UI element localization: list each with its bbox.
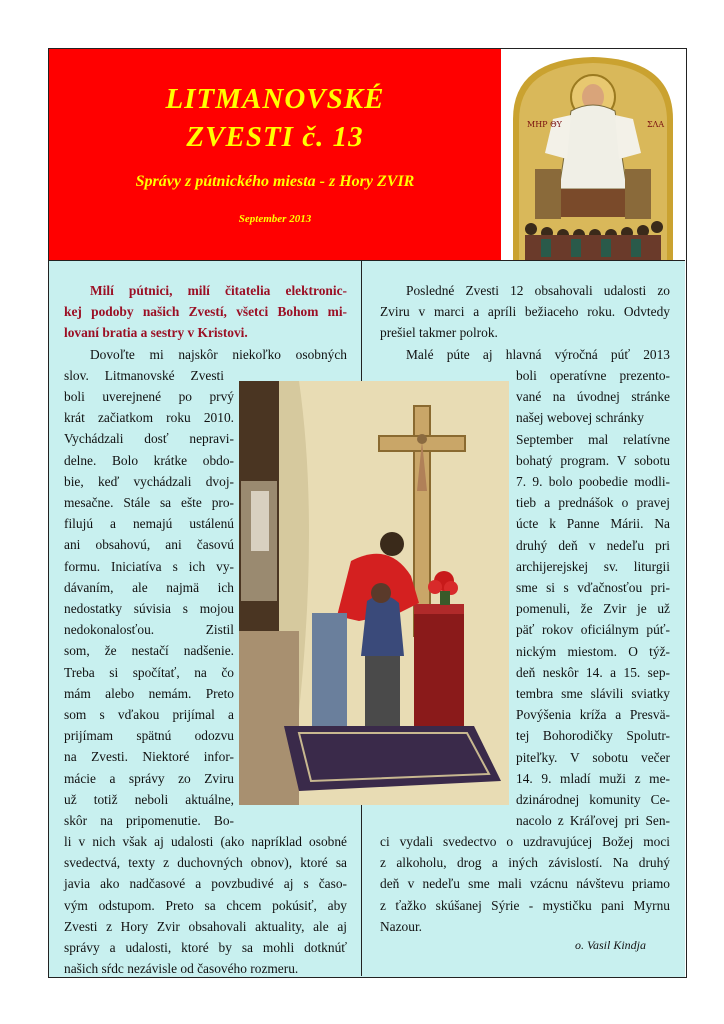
issue-date: September 2013 — [238, 213, 312, 225]
text-line: našej webovej schránky — [516, 410, 644, 426]
greeting-line: lovaní bratia a sestry v Kristovi. — [64, 325, 248, 341]
signature: o. Vasil Kindja — [575, 938, 647, 952]
text-line: Dovoľte mi najskôr niekoľko osobných — [90, 346, 347, 362]
text-line: Zvesti z Hory Zvir obsahovali aktuality, ale aj — [64, 918, 347, 934]
left-column-top — [64, 280, 347, 386]
text-line: Posledné Zvesti 12 obsahovali udalosti zo — [406, 283, 670, 298]
text-line: javia ako nadčasové a povzbudivé aj s časo- — [64, 876, 347, 892]
text-line: päť rokov oficiálnym púť- — [516, 622, 670, 638]
title-line-1: LITMANOVSKÉ — [165, 83, 385, 115]
right-column-bottom — [380, 831, 670, 937]
text-line: Vychádzali dosť nepravi- — [64, 431, 234, 447]
text-line: tembra sme slávili sviatky — [516, 686, 670, 702]
text-line: sme si s vďačnosťou pri- — [516, 580, 670, 596]
photo-crucifix-prayer — [239, 381, 509, 805]
text-line: našich sŕdc nezávisle od časového rozmeru. — [64, 961, 299, 977]
subtitle: Správy z pútnického miesta - z Hory ZVIR — [135, 173, 415, 190]
text-line: Treba si spočítať, na čo — [64, 664, 234, 680]
text-line: nedostatky súvisia s mojou — [64, 601, 234, 617]
right-column-narrow — [516, 365, 670, 831]
text-line: Nazour. — [380, 918, 423, 934]
text-line: deň v nedeľu sme mali vzácnu návštevu priamo — [380, 876, 670, 892]
text-line: prešiel takmer polrok. — [380, 325, 498, 341]
text-line: z alkoholu, drog a iných závislostí. Na druhý — [380, 855, 670, 871]
text-line: tieb a prednášok o pravej — [516, 495, 670, 511]
title-line-2: ZVESTI č. 13 — [186, 121, 364, 153]
text-line: boli uverejnené po prvý — [64, 389, 234, 404]
text-line: dávaním, ale najmä ich — [64, 579, 234, 595]
text-line: Zviru v marci a apríli bežiaceho roku. Odvtedy — [380, 304, 670, 320]
newsletter-header — [49, 49, 501, 260]
text-line: prijímam spätnú odozvu — [64, 728, 234, 744]
text-line: nacolo z Kráľovej pri Sen- — [516, 813, 670, 829]
text-line: ani obsahovú, ani časovú — [64, 537, 234, 553]
icon-left-text: ΜΗΡ ΘΥ — [527, 120, 562, 129]
text-line: tej Bohorodičky Spolutr- — [516, 728, 670, 744]
text-line: som, že nestačí nadšenie. — [64, 643, 234, 659]
text-line: formu. Iniciatíva s ich vy- — [64, 558, 234, 574]
text-line: skôr na pripomenutie. Bo- — [64, 813, 234, 829]
text-line: Malé púte aj hlavná výročná púť 2013 — [406, 346, 670, 362]
text-line: správy a udalosti, ktoré by sa mohli dotknúť — [64, 940, 347, 956]
text-line: pomenuli, že Zvir je už — [516, 601, 670, 617]
text-line: li v nich však aj udalosti (ako napríklad osobné — [64, 834, 347, 849]
icon-right-text: ΣΛΑ — [647, 120, 665, 129]
text-line: nickým miestom. O týž- — [516, 643, 670, 659]
text-line: bie, keď vychádzali dvoj- — [64, 473, 234, 489]
text-line: deň neskôr 14. a 15. sep- — [516, 664, 670, 680]
text-line: svedectvá, texty z duchovných obnov), ktoré sa — [64, 855, 347, 871]
greeting-line: Milí pútnici, milí čitatelia elektronic- — [90, 283, 347, 298]
theotokos-icon — [501, 49, 685, 260]
photo-illustration — [239, 381, 509, 805]
text-line: druhý deň v nedeľu pri — [516, 537, 670, 553]
text-line: som s vďakou prijímal a — [64, 707, 234, 723]
right-column-top — [380, 280, 670, 365]
text-line: delne. Bolo krátke obdo- — [64, 452, 234, 468]
icon-image — [501, 49, 685, 260]
greeting-line: kej podoby našich Zvestí, všetci Bohom mi- — [64, 304, 347, 320]
text-line: mesačne. Stále sa ešte pro- — [64, 495, 234, 511]
text-line: piteľky. V sobotu večer — [516, 749, 670, 765]
text-line: 7. 9. bolo poobedie modli- — [516, 474, 670, 490]
text-line: úcte k Panne Márii. Na — [516, 516, 670, 532]
text-line: dzinárodnej komunity Ce- — [516, 792, 670, 808]
text-line: September mal relatívne — [516, 431, 670, 447]
text-line: filujú a nemajú ustálenú — [64, 516, 234, 532]
text-line: už totiž neboli aktuálne, — [64, 791, 234, 807]
text-line: bohatý program. V sobotu — [516, 452, 670, 468]
text-line: slov. Litmanovské Zvesti — [64, 367, 224, 383]
text-line: 14. 9. mladí muži z me- — [516, 770, 670, 786]
text-line: krát začiatkom roku 2010. — [64, 410, 234, 426]
text-line: mácie a správy zo Zviru — [64, 770, 234, 786]
text-line: z ťažko skúšanej Sýrie - mystičku pani Myrnu — [380, 897, 670, 913]
text-line: mám alebo nemám. Preto — [64, 685, 234, 701]
text-line: Povýšenia kríža a Presvä- — [516, 707, 670, 723]
text-line: vým odstupom. Preto sa chcem pokúsiť, aby — [64, 897, 347, 913]
text-line: ci vydali svedectvo o uzdravujúcej Božej moci — [380, 834, 670, 849]
left-column-bottom — [64, 831, 347, 979]
text-line: boli operatívne prezento- — [516, 368, 670, 383]
text-line: na Zvesti. Niektoré infor- — [64, 749, 234, 765]
text-line: archijerejskej sv. liturgii — [516, 558, 670, 574]
text-line: nedokonalosťou. Zistil — [64, 622, 234, 638]
text-line: vané na úvodnej stránke — [516, 389, 670, 405]
left-column-narrow — [64, 386, 234, 831]
